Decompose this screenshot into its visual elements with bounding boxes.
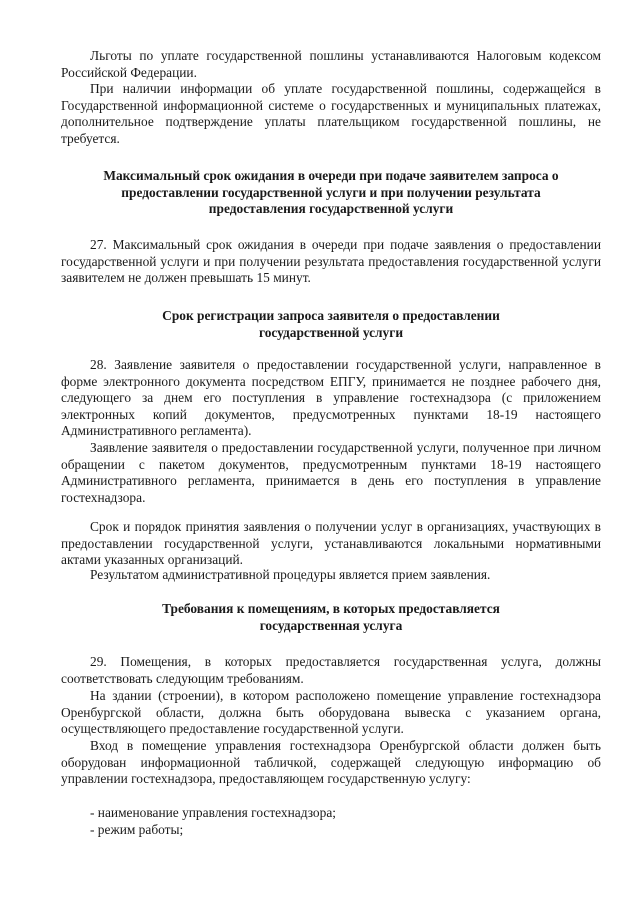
paragraph-29-signboard: На здании (строении), в котором расположено помещение управление гостехнадзора Оренбургской области, должна быть оборудована вывеска с указанием органа, осуществляющего предоставление государственной услуги.	[61, 688, 601, 736]
paragraph-duty-benefits: Льготы по уплате государственной пошлины устанавливаются Налоговым кодексом Российской Федерации.	[61, 48, 601, 80]
heading-premises-requirements: Требования к помещениям, в которых предоставляется государственная услуга	[162, 601, 500, 633]
paragraph-28-result: Результатом административной процедуры является прием заявления.	[90, 567, 491, 582]
paragraph-29: 29. Помещения, в которых предоставляется государственная услуга, должны соответствовать следующим требованиям.	[61, 654, 601, 686]
paragraph-28: 28. Заявление заявителя о предоставлении государственной услуги, направленное в форме электронного документа посредством ЕПГУ, принимается не позднее рабочего дня, следующего за днем его поступления в управление гостехнадзора (с приложением электронных копий документов, предусмотренных пунктами 18-19 настоящего Административного регламента).	[61, 357, 601, 438]
heading-queue-waiting-time: Максимальный срок ожидания в очереди при подаче заявителем запроса о предоставлении государственной услуги и при получении результата предоставления государственной услуги	[103, 168, 559, 216]
paragraph-27: 27. Максимальный срок ожидания в очереди при подаче заявления о предоставлении государственной услуги и при получении результата предоставления государственной услуги заявителем не должен превышать 15 минут.	[61, 237, 601, 285]
paragraph-28-personal-application: Заявление заявителя о предоставлении государственной услуги, полученное при личном обращении с пакетом документов, предусмотренным пунктами 18-19 настоящего Административного регламента, принимается в день его поступления в управление гостехнадзора.	[61, 440, 601, 505]
paragraph-29-entrance-plate: Вход в помещение управления гостехнадзора Оренбургской области должен быть оборудован информационной табличкой, содержащей следующую информацию об управлении гостехнадзора, предоставляющем государственную услугу:	[61, 738, 601, 786]
paragraph-duty-payment-info: При наличии информации об уплате государственной пошлины, содержащейся в Государственной информационной системе о государственных и муниципальных платежах, дополнительное подтверждение уплаты плательщиком государственной пошлины, не требуется.	[61, 81, 601, 146]
list-item-office-name: - наименование управления гостехнадзора;	[90, 805, 336, 820]
heading-request-registration-term: Срок регистрации запроса заявителя о предоставлении государственной услуги	[162, 308, 500, 340]
list-item-working-hours: - режим работы;	[90, 822, 184, 837]
paragraph-28-organizations: Срок и порядок принятия заявления о получении услуг в организациях, участвующих в предоставлении государственной услуги, устанавливаются локальными нормативными актами указанных организаций.	[61, 519, 601, 567]
